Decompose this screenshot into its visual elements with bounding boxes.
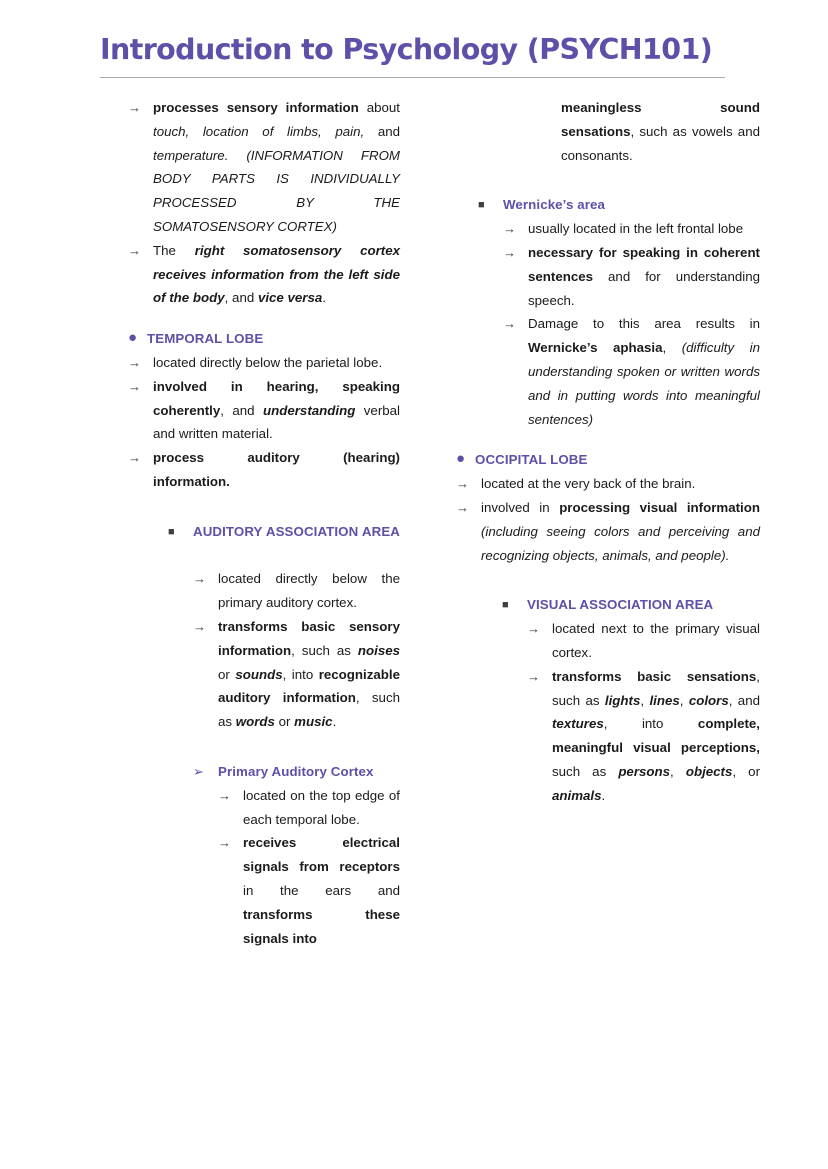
spacer (128, 494, 400, 520)
list-item-text (481, 476, 695, 491)
text-run: , (670, 763, 686, 779)
bullet-square-icon: ■ (478, 199, 485, 212)
text-run: temperature. (153, 147, 247, 163)
list-item-text (528, 316, 760, 426)
list-item (128, 96, 400, 239)
text-run: involved in (481, 499, 560, 515)
text-run: music (294, 714, 333, 730)
list-item (193, 567, 400, 615)
list-item-text (528, 245, 760, 308)
text-run: , and (224, 290, 258, 306)
text-run: processes sensory information (153, 100, 367, 115)
text-run: (difficulty in understanding spoken or written words and in putting words into meaningful sentences) (528, 340, 760, 427)
subsection-visual-association-area (502, 593, 760, 807)
arrow-icon: → (456, 499, 469, 515)
spacer (128, 734, 400, 760)
subsection-wernickes-area (478, 193, 760, 431)
arrow-icon: → (503, 316, 516, 332)
list-item (456, 496, 760, 567)
spacer (456, 431, 760, 448)
text-run: located at the very back of the brain. (481, 476, 696, 492)
arrow-icon: → (456, 476, 469, 492)
list-item (193, 615, 400, 734)
text-run: receives electrical signals from receptors (243, 835, 400, 875)
list-item (128, 446, 400, 494)
text-run: . (332, 714, 337, 730)
list-item-text (243, 788, 400, 827)
text-run: , (679, 692, 689, 708)
arrow-icon: → (218, 787, 231, 803)
subsection-heading (478, 193, 760, 217)
text-run: , and (728, 692, 760, 708)
text-run: persons (618, 763, 671, 779)
text-run: , such as (552, 668, 760, 708)
spacer (456, 167, 760, 193)
list-item (527, 665, 760, 808)
text-run: and (377, 123, 400, 139)
list-item-text (153, 450, 400, 489)
list-item-text (153, 100, 400, 234)
text-run: located on the top edge of each temporal lobe. (243, 787, 400, 827)
subsection-heading (168, 520, 400, 568)
text-run: , such as (291, 642, 358, 658)
text-run: vice versa (257, 290, 323, 306)
text-run: processing visual information (559, 499, 760, 515)
heading-label: TEMPORAL LOBE (147, 331, 264, 347)
list-item (128, 239, 400, 310)
heading-label: OCCIPITAL LOBE (475, 452, 588, 468)
list-item (527, 617, 760, 665)
page-header (100, 34, 728, 78)
section-heading-temporal-lobe (128, 327, 400, 351)
list-item (503, 241, 760, 312)
right-column (414, 96, 828, 808)
bullet-chevron-icon: ➢ (193, 763, 204, 779)
list-item (218, 831, 400, 950)
text-run: textures (552, 716, 604, 732)
text-run: lines (649, 692, 680, 708)
arrow-icon: → (128, 378, 141, 394)
text-run: , (640, 692, 650, 708)
bullet-dot-icon: ● (456, 450, 466, 468)
text-run: objects (685, 763, 733, 779)
text-run: involved in hearing, speaking coherently (153, 378, 400, 418)
list-item-text (528, 221, 743, 236)
text-run: lights (604, 692, 641, 708)
text-run: (INFORMATION FROM BODY PARTS IS INDIVIDUALLY PROCESSED BY THE SOMATOSENSORY CORTEX) (153, 147, 400, 234)
arrow-icon: → (128, 354, 141, 370)
arrow-icon: → (527, 621, 540, 637)
list-item (456, 472, 760, 496)
text-run: , and (220, 402, 263, 418)
text-run: Damage to this area results in (528, 316, 760, 332)
arrow-icon: → (193, 571, 206, 587)
heading-label: Wernicke’s area (503, 197, 606, 213)
text-run: noises (357, 642, 400, 658)
text-run: , into (282, 666, 319, 682)
list-item (128, 351, 400, 375)
text-run: Wernicke’s aphasia (528, 340, 663, 356)
subsection-primary-auditory-cortex (193, 760, 400, 950)
arrow-icon: → (218, 835, 231, 851)
text-run: about (366, 100, 400, 115)
heading-label: VISUAL ASSOCIATION AREA (527, 597, 714, 613)
list-item-text (218, 571, 400, 610)
list-item-text (153, 355, 382, 370)
text-run: such as (552, 763, 619, 779)
list-item (503, 217, 760, 241)
heading-label: AUDITORY ASSOCIATION AREA (193, 523, 400, 539)
list-item-text (552, 621, 760, 660)
list-item-text (481, 500, 760, 563)
text-run: process auditory (hearing) information. (153, 450, 400, 489)
text-run: . (322, 290, 326, 306)
text-run: , or (732, 763, 760, 779)
page-title: Introduction to Psychology (PSYCH101) (100, 33, 713, 66)
bullet-dot-icon: ● (128, 329, 138, 347)
list-item-text (218, 619, 400, 729)
text-run: complete, meaningful visual perceptions, (552, 716, 760, 756)
list-item (128, 375, 400, 446)
text-run: , such as vowels and consonants. (561, 123, 760, 163)
text-run: understanding (263, 402, 364, 418)
bullet-square-icon: ■ (502, 599, 509, 612)
text-run: located directly below the primary auditory cortex. (218, 571, 400, 611)
text-run: transforms these signals into (243, 906, 400, 946)
subsection-heading (193, 760, 400, 784)
text-run: in the ears and (243, 882, 400, 898)
heading-label: Primary Auditory Cortex (218, 763, 374, 779)
text-run: animals (552, 787, 602, 803)
list-item-text (243, 835, 400, 945)
text-run: and for understanding speech. (528, 268, 760, 308)
text-run: right somatosensory cortex receives information from the left side of the body (153, 242, 400, 306)
text-run: , into (603, 716, 698, 732)
arrow-icon: → (193, 618, 206, 634)
text-run: necessary for speaking in coherent sentences (528, 244, 760, 284)
subsection-auditory-association-area (168, 520, 400, 734)
content-columns (0, 96, 828, 950)
section-heading-occipital-lobe (456, 448, 760, 472)
subsection-heading (502, 593, 760, 617)
text-run: colors (688, 692, 729, 708)
arrow-icon: → (527, 668, 540, 684)
list-item-text (552, 669, 760, 803)
title-divider (100, 77, 725, 78)
spacer (456, 567, 760, 593)
list-item (503, 312, 760, 431)
text-run: , such as (218, 690, 400, 730)
list-item (218, 784, 400, 832)
text-run: located directly below the parietal lobe. (153, 354, 383, 370)
text-run: located next to the primary visual cortex. (552, 621, 760, 660)
arrow-icon: → (128, 242, 141, 258)
text-run: recognizable auditory information (218, 666, 400, 706)
arrow-icon: → (503, 221, 516, 237)
text-run: transforms basic sensory information (218, 618, 400, 658)
text-run: The (153, 242, 195, 258)
text-run: transforms basic sensations (552, 668, 757, 684)
text-run: meaningless sound sensations (561, 100, 760, 139)
bullet-square-icon: ■ (168, 525, 175, 538)
arrow-icon: → (503, 244, 516, 260)
text-run: verbal and written material. (153, 402, 400, 442)
text-run: or (278, 714, 295, 730)
list-item-text (153, 379, 400, 442)
arrow-icon: → (128, 450, 141, 466)
text-run: words (235, 714, 279, 730)
continuation-paragraph (456, 96, 760, 167)
continuation-text (561, 100, 760, 163)
text-run: or (218, 666, 236, 682)
text-run: . (601, 787, 606, 803)
text-run: (including seeing colors and perceiving and recognizing objects, animals, and people). (481, 523, 760, 563)
text-run: touch, location of limbs, pain, (153, 123, 378, 139)
left-column (0, 96, 414, 950)
text-run: sounds (235, 666, 283, 682)
arrow-icon: → (128, 100, 141, 115)
text-run: , (662, 340, 682, 356)
spacer (128, 310, 400, 327)
list-item-text (153, 243, 400, 306)
text-run: usually located in the left frontal lobe (528, 221, 744, 237)
